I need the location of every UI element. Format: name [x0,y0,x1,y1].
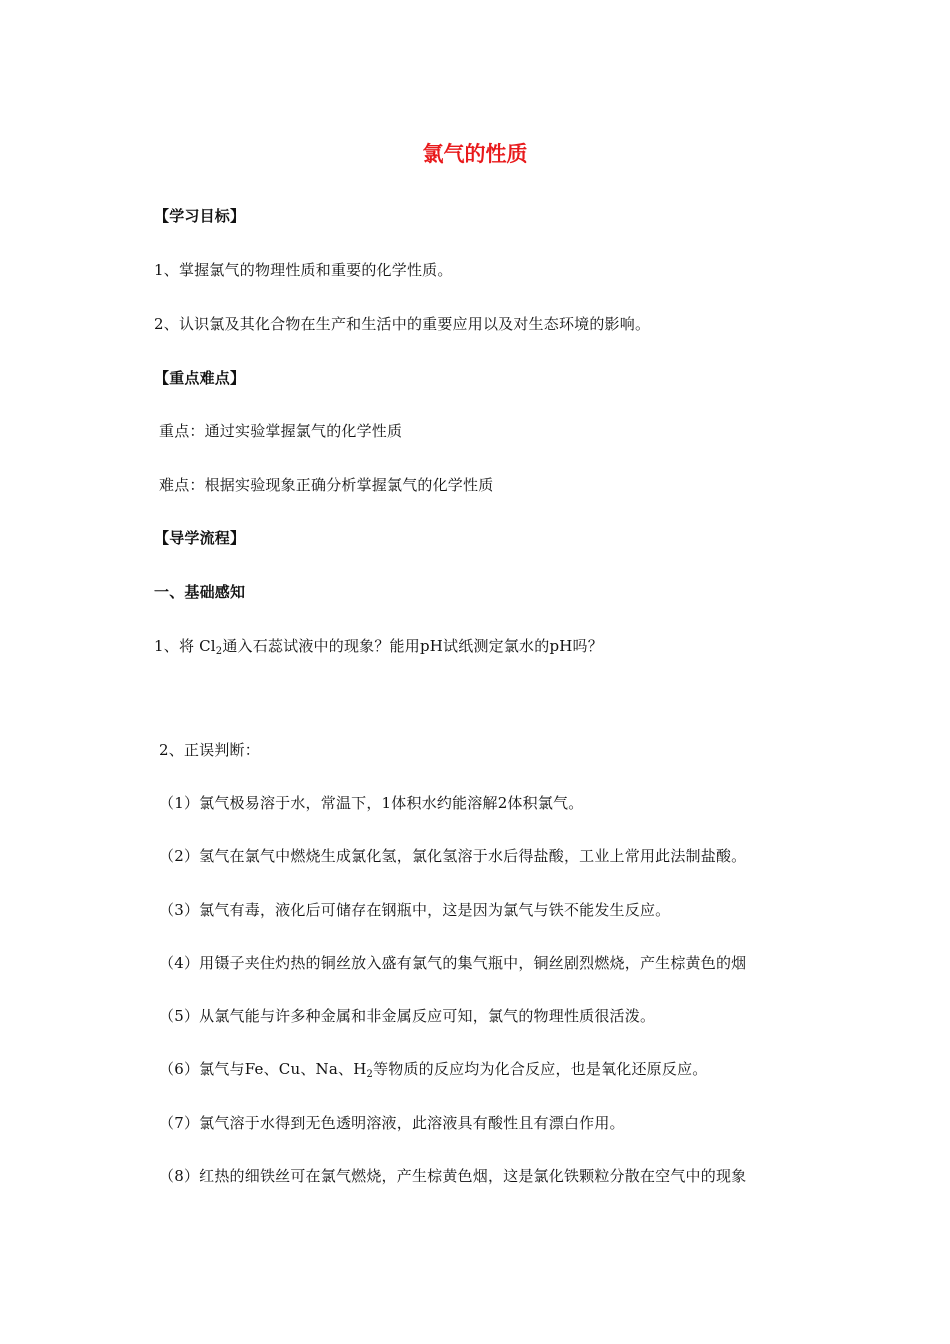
judgment-item-2: （2）氢气在氯气中燃烧生成氯化氢，氯化氢溶于水后得盐酸，工业上常用此法制盐酸。 [159,847,747,865]
process-heading: 【导学流程】 [154,529,246,547]
question-1-subscript: 2 [215,646,223,657]
objectives-heading: 【学习目标】 [154,207,246,225]
difficult-point: 难点：根据实验现象正确分析掌握氯气的化学性质 [159,476,494,494]
question-1-prefix: 1、将 Cl [154,637,216,655]
question-1 [154,636,603,656]
objective-2: 2、认识氯及其化合物在生产和生活中的重要应用以及对生态环境的影响。 [154,315,651,333]
key-point: 重点：通过实验掌握氯气的化学性质 [159,422,403,440]
judgment-item-6-suffix: 等物质的反应均为化合反应，也是氧化还原反应。 [373,1060,708,1078]
question-2-title: 2、正误判断： [159,741,260,759]
judgment-item-7: （7）氯气溶于水得到无色透明溶液，此溶液具有酸性且有漂白作用。 [159,1114,625,1132]
document-title: 氯气的性质 [422,142,528,166]
judgment-item-1: （1）氯气极易溶于水，常温下，1体积水约能溶解2体积氯气。 [159,794,584,812]
judgment-item-3: （3）氯气有毒，液化后可储存在钢瓶中，这是因为氯气与铁不能发生反应。 [159,901,671,919]
objective-1: 1、掌握氯气的物理性质和重要的化学性质。 [154,261,453,279]
judgment-item-4: （4）用镊子夹住灼热的铜丝放入盛有氯气的集气瓶中，铜丝剧烈燃烧，产生棕黄色的烟 [159,954,747,972]
judgment-item-8: （8）红热的细铁丝可在氯气燃烧，产生棕黄色烟，这是氯化铁颗粒分散在空气中的现象 [159,1167,747,1185]
question-1-suffix: 通入石蕊试液中的现象？能用pH试纸测定氯水的pH吗？ [222,637,603,655]
judgment-item-6-prefix: （6）氯气与Fe、Cu、Na、H [159,1060,367,1078]
key-points-heading: 【重点难点】 [154,369,246,387]
judgment-item-6-subscript: 2 [366,1069,374,1080]
judgment-item-5: （5）从氯气能与许多种金属和非金属反应可知，氯气的物理性质很活泼。 [159,1007,656,1025]
judgment-item-6 [159,1059,707,1079]
part-one-heading: 一、基础感知 [154,583,246,601]
